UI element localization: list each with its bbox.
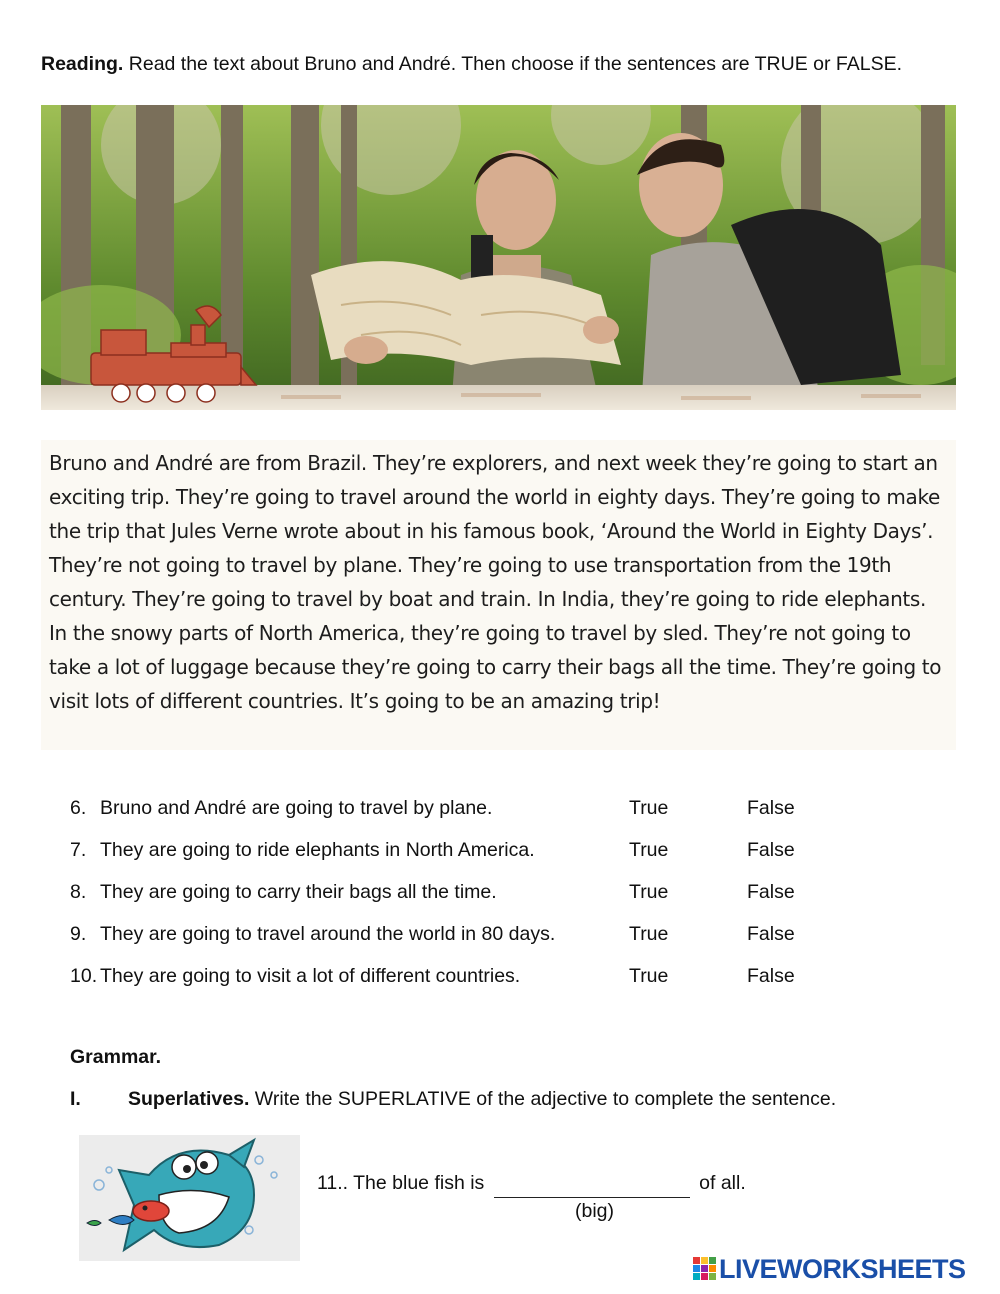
grammar-title: Grammar. [70, 1046, 162, 1068]
question-row [70, 874, 830, 916]
fish-illustration [79, 1135, 300, 1261]
true-false-questions [70, 790, 830, 1000]
question-text: They are going to ride elephants in North America. [100, 839, 535, 861]
reading-passage [41, 440, 956, 750]
liveworksheets-logo [693, 1254, 966, 1284]
reading-instructions [41, 52, 961, 76]
section-number: I. [70, 1088, 81, 1110]
question-row [70, 916, 830, 958]
true-option[interactable]: True [629, 839, 669, 861]
sentence-before: The blue fish is [348, 1172, 485, 1194]
question-row [70, 958, 830, 1000]
question-row [70, 832, 830, 874]
question-number: 6. [70, 797, 87, 819]
false-option[interactable]: False [747, 965, 795, 987]
reading-instruction-text: Read the text about Bruno and André. Then choose if the sentences are TRUE or FALSE. [123, 53, 903, 75]
question-text: They are going to visit a lot of different countries. [100, 965, 521, 987]
true-option[interactable]: True [629, 965, 669, 987]
question-number: 9. [70, 923, 87, 945]
liveworksheets-logo-icon [693, 1257, 717, 1281]
reading-label: Reading. [41, 53, 124, 75]
question-text: They are going to carry their bags all the time. [100, 881, 497, 903]
question-text: Bruno and André are going to travel by plane. [100, 797, 493, 819]
passage-text: Bruno and André are from Brazil. They’re explorers, and next week they’re going to start an exciting trip. They’re going to travel around the world in eighty days. They’re going to make the trip that Jules Verne wrote about in his famous book, ‘Around the World in Eighty Days’. They’re not going to travel by plane. They’re going to use transportation from the 19th century. They’re going to travel by boat and train. In India, they’re going to ride elephants. In the snowy parts of North America, they’re going to travel by sled. They’re not going to take a lot of luggage because they’re going to carry their bags all the time. They’re going to visit lots of different countries. It’s going to be an amazing trip! [49, 451, 942, 713]
superlative-sentence [317, 1172, 746, 1198]
true-option[interactable]: True [629, 881, 669, 903]
false-option[interactable]: False [747, 839, 795, 861]
explorers-photo [41, 105, 956, 410]
question-number: 8. [70, 881, 87, 903]
answer-blank-input[interactable] [494, 1175, 690, 1198]
question-number: 7. [70, 839, 87, 861]
false-option[interactable]: False [747, 923, 795, 945]
section-label: Superlatives. [128, 1088, 250, 1110]
false-option[interactable]: False [747, 881, 795, 903]
true-option[interactable]: True [629, 923, 669, 945]
item-number: 11.. [317, 1172, 349, 1194]
question-row [70, 790, 830, 832]
true-option[interactable]: True [629, 797, 669, 819]
sentence-after: of all. [699, 1172, 746, 1194]
section-body [128, 1088, 836, 1111]
question-number: 10. [70, 965, 98, 987]
false-option[interactable]: False [747, 797, 795, 819]
section-text: Write the SUPERLATIVE of the adjective to complete the sentence. [249, 1088, 837, 1110]
liveworksheets-logo-text: LIVEWORKSHEETS [719, 1254, 966, 1284]
adjective-hint: (big) [575, 1200, 615, 1222]
question-text: They are going to travel around the world in 80 days. [100, 923, 556, 945]
